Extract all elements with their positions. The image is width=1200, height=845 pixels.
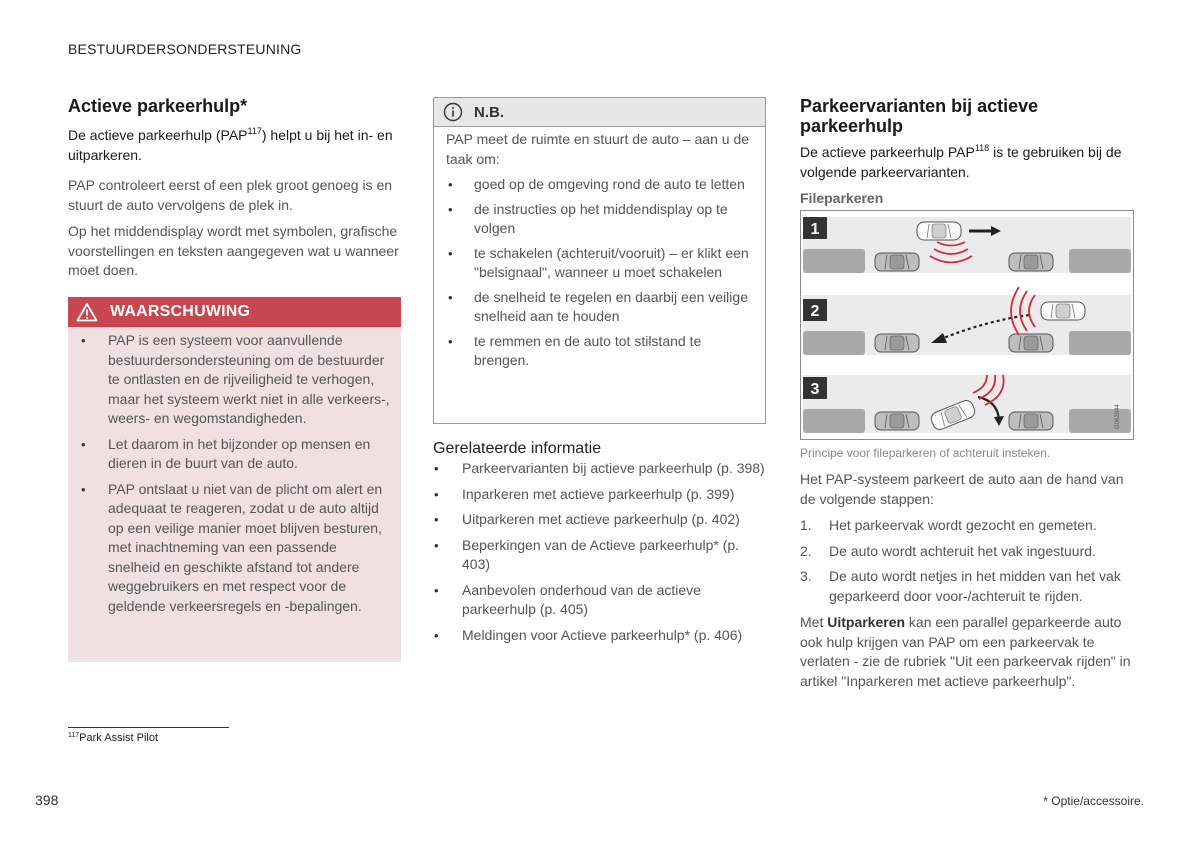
- variants-column: [800, 96, 1135, 206]
- list-item: • goed op de omgeving rond de auto te letten: [434, 175, 753, 195]
- list-item: • PAP is een systeem voor aanvullende bestuurdersondersteuning om de bestuurder te ontlasten en de rijveiligheid te verhogen, maar het systeem werkt niet in alle verkeers-, weers- en wegomstandigheden.: [68, 331, 391, 429]
- warning-triangle-icon: [76, 302, 98, 322]
- list-item: • Let daarom in het bijzonder op mensen en dieren in de buurt van de auto.: [68, 435, 391, 474]
- note-box: [433, 97, 766, 424]
- step-label-1: 1: [810, 221, 820, 238]
- list-item: • te schakelen (achteruit/vooruit) – er klikt een "belsignaal", wanneer u moet schakelen: [434, 244, 753, 283]
- figure-caption: Principe voor fileparkeren of achteruit insteken.: [800, 446, 1051, 460]
- paragraph: PAP controleert eerst of een plek groot genoeg is en stuurt de auto vervolgens de plek in.: [68, 177, 393, 213]
- warning-header: [68, 297, 401, 327]
- parking-diagram: [801, 211, 1133, 439]
- steps-list: [800, 516, 1135, 606]
- warning-box: [68, 297, 401, 662]
- footnote-ref[interactable]: 118: [974, 143, 990, 153]
- related-link[interactable]: • Inparkeren met actieve parkeerhulp (p. 399): [433, 485, 766, 505]
- panel-1: [803, 217, 1131, 273]
- list-item: 2. De auto wordt achteruit het vak ingestuurd.: [800, 542, 1096, 559]
- intro-column: [68, 96, 401, 288]
- section-title: Parkeervarianten bij actieve parkeerhulp: [800, 96, 1039, 136]
- figure-code: G062044: [1115, 404, 1121, 429]
- panel-2: [803, 287, 1131, 355]
- step-label-3: 3: [810, 381, 820, 398]
- footnote-ref[interactable]: 117: [247, 126, 262, 136]
- warning-title: WAARSCHUWING: [110, 303, 251, 320]
- note-title: N.B.: [474, 103, 504, 121]
- related-title: Gerelateerde informatie: [433, 440, 602, 457]
- footer-note: * Optie/accessoire.: [1043, 794, 1144, 808]
- note-list: [434, 175, 765, 371]
- related-link[interactable]: • Parkeervarianten bij actieve parkeerhulp (p. 398): [433, 459, 766, 479]
- lead-text: De actieve parkeerhulp PAP$^{118}$ is te gebruiken bij de volgende parkeervarianten.: [800, 143, 1122, 180]
- list-item: 1. Het parkeervak wordt gezocht en gemeten.: [800, 517, 1097, 533]
- related-link[interactable]: • Uitparkeren met actieve parkeerhulp (p. 402): [433, 510, 766, 530]
- note-header: [434, 98, 765, 127]
- list-item: • PAP ontslaat u niet van de plicht om alert en adequaat te reageren, zodat u de auto altijd op een veilige manier moet blijven besturen, met inachtneming van een passende snelheid en geschikte afstand tot andere weggebruikers en met respect voor de geldende verkeersregels en -bepalingen.: [68, 480, 391, 617]
- info-icon: [443, 102, 463, 122]
- related-link[interactable]: • Beperkingen van de Actieve parkeerhulp* (p. 403): [433, 536, 766, 575]
- subheading: Fileparkeren: [800, 190, 884, 206]
- warning-list: [68, 327, 401, 616]
- panel-3: [803, 375, 1131, 433]
- related-link[interactable]: • Meldingen voor Actieve parkeerhulp* (p. 406): [433, 626, 766, 646]
- note-intro: PAP meet de ruimte en stuurt de auto – aan u de taak om:: [446, 131, 750, 167]
- outro-text: Met Uitparkeren kan een parallel geparkeerde auto ook hulp krijgen van PAP om een parkeervak te verlaten - zie de rubriek "Uit een parkeervak rijden" in artikel "Inparkeren met actieve parkeerhulp".: [800, 614, 1131, 689]
- steps-intro: Het PAP-systeem parkeert de auto aan de hand van de volgende stappen:: [800, 471, 1124, 507]
- section-header: BESTUURDERSONDERSTEUNING: [68, 41, 302, 57]
- related-list: [433, 459, 766, 645]
- list-item: • de snelheid te regelen en daarbij een veilige snelheid aan te houden: [434, 288, 753, 327]
- intro-text: De actieve parkeerhulp (PAP$^{117}$) helpt u bij het in- en uitparkeren.: [68, 126, 393, 163]
- page-number: 398: [35, 792, 59, 808]
- list-item: • de instructies op het middendisplay op te volgen: [434, 200, 753, 239]
- related-link[interactable]: • Aanbevolen onderhoud van de actieve parkeerhulp (p. 405): [433, 581, 766, 620]
- footnote: $^{117}$Park Assist Pilot: [68, 732, 159, 744]
- steps-section: [800, 470, 1135, 698]
- list-item: 3. De auto wordt netjes in het midden van het vak geparkeerd door voor-/achteruit te rijden.: [800, 568, 1121, 604]
- related-info: [433, 440, 766, 651]
- paragraph: Op het middendisplay wordt met symbolen, grafische voorstellingen en teksten aangegeven wat u wanneer moet doen.: [68, 223, 399, 278]
- step-label-2: 2: [810, 303, 820, 320]
- page-title: Actieve parkeerhulp*: [68, 96, 248, 116]
- list-item: • te remmen en de auto tot stilstand te brengen.: [434, 332, 753, 371]
- footnote-divider: [68, 727, 229, 728]
- parking-illustration: [800, 210, 1134, 440]
